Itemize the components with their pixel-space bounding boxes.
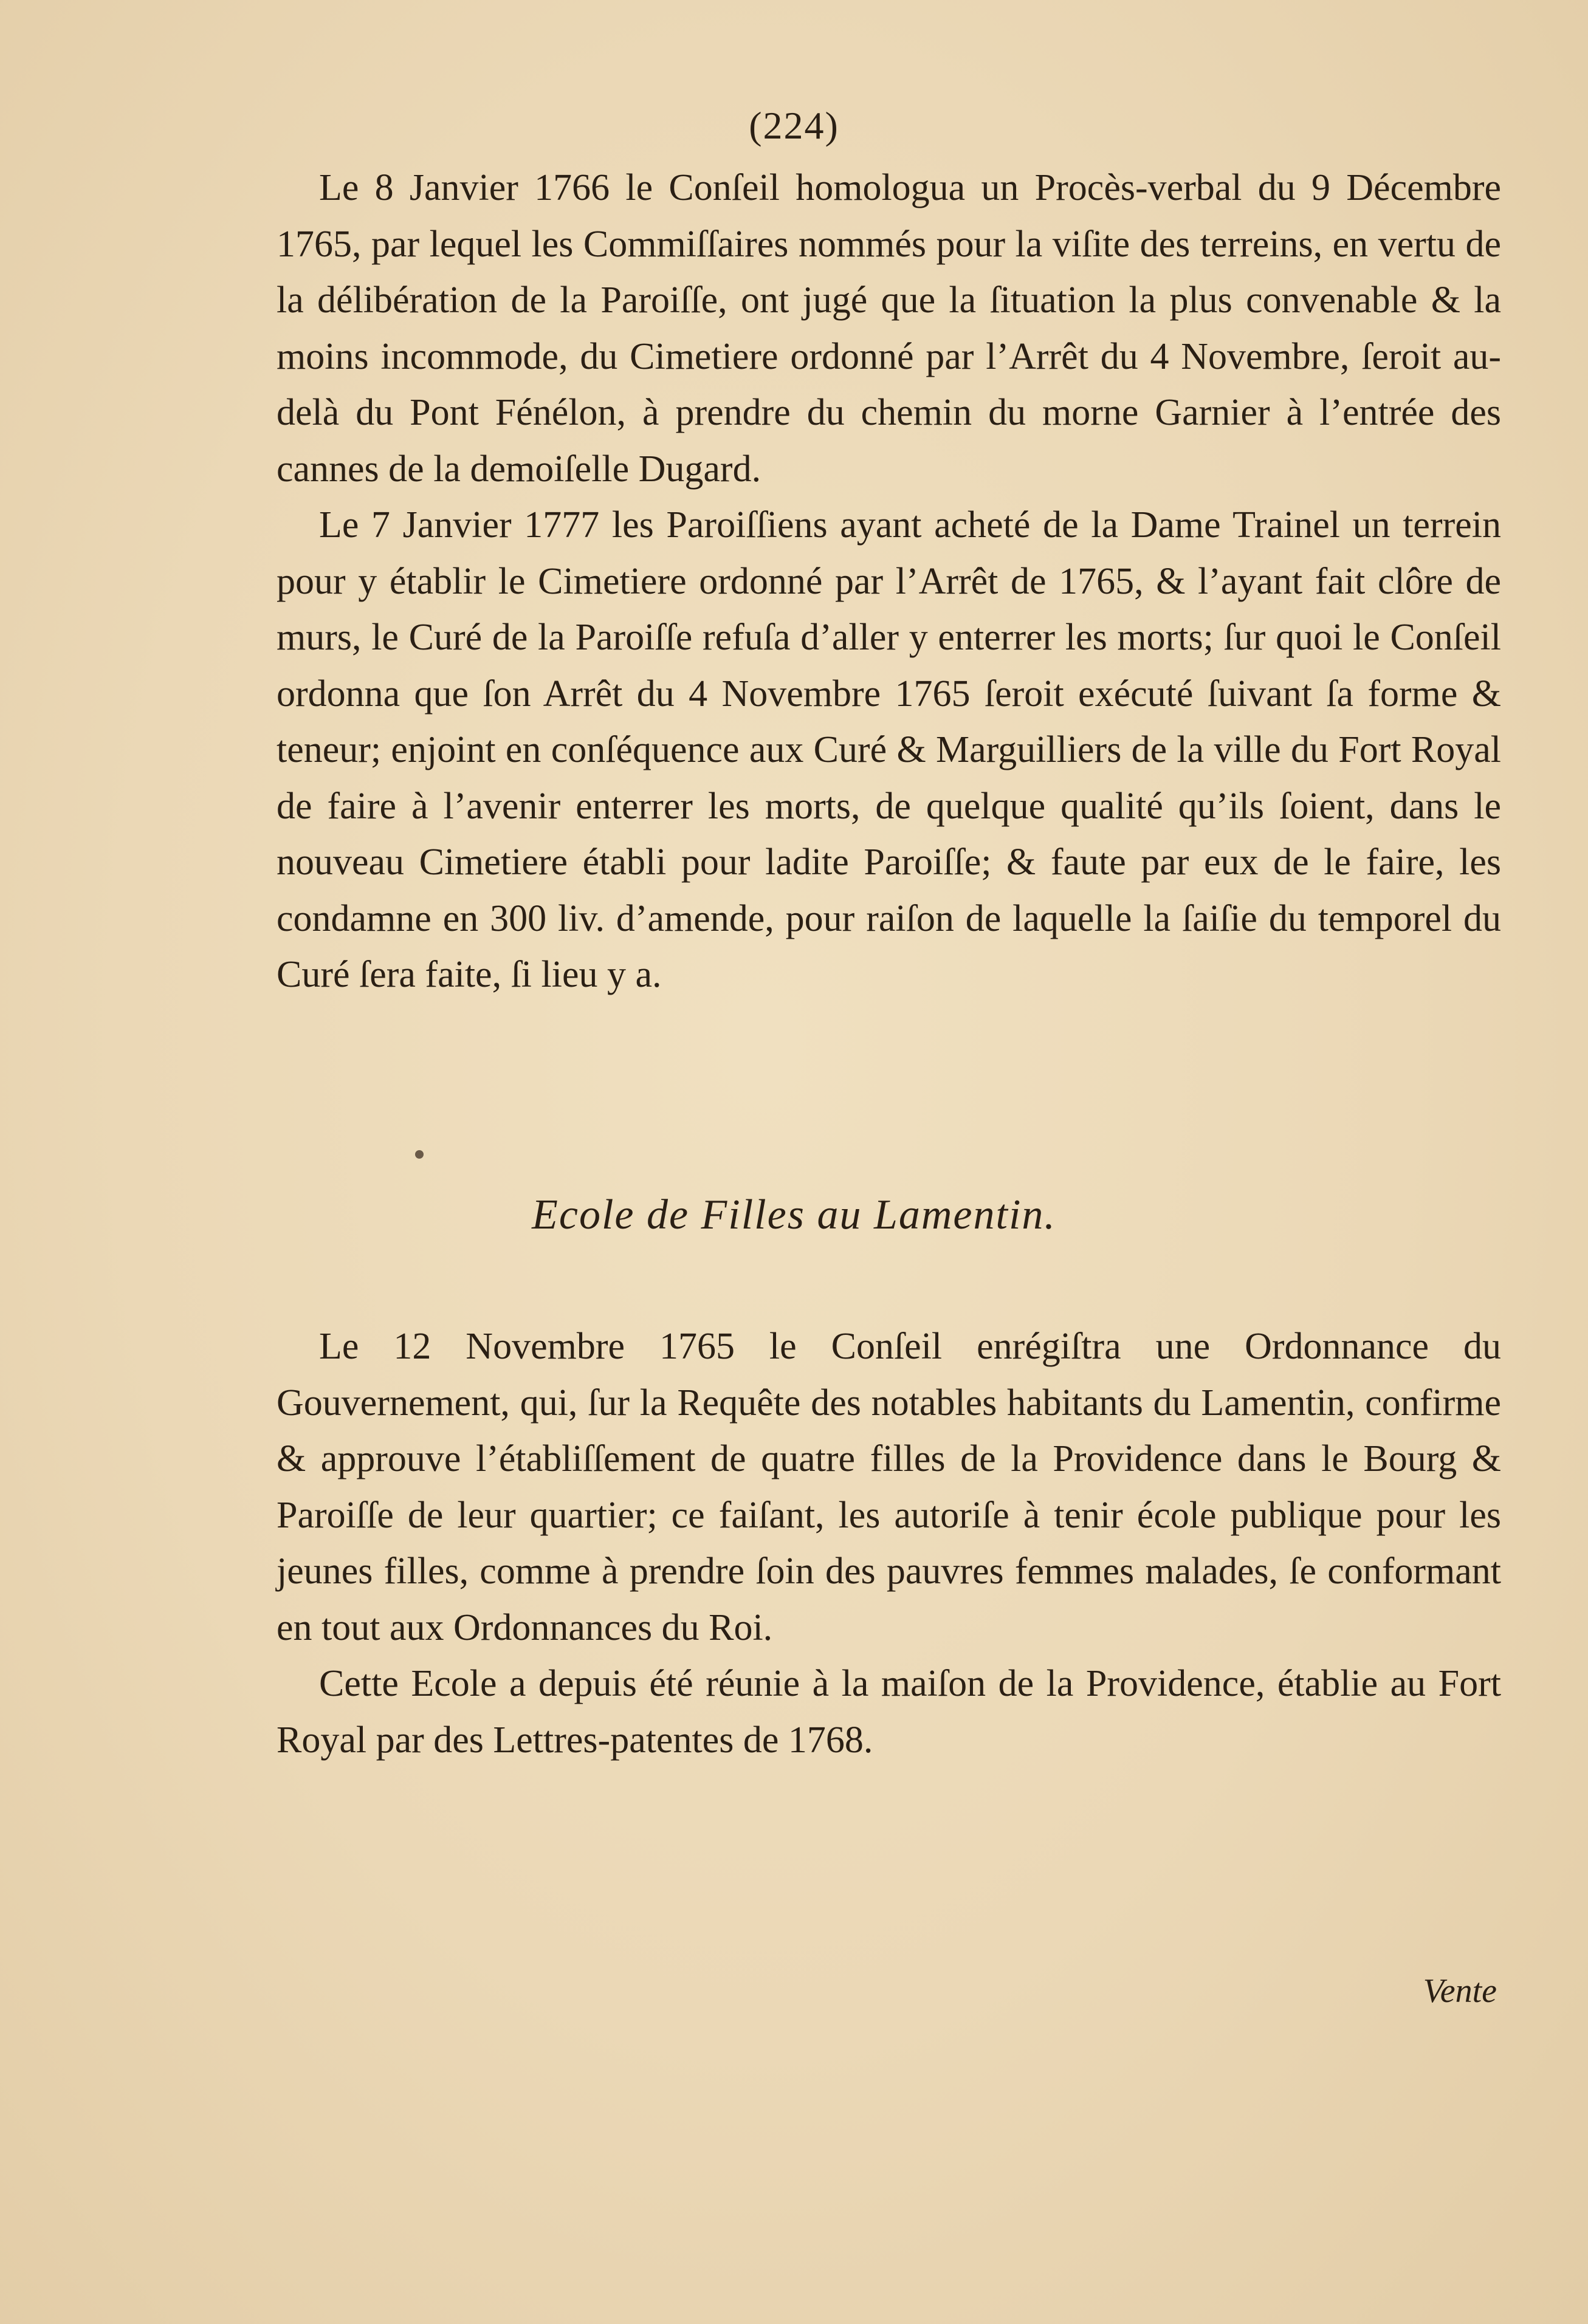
- paragraph: Cette Ecole a depuis été réunie à la maiſon de la Providence, établie au Fort Royal par des Lettres-patentes de 1768.: [277, 1663, 1501, 1761]
- text-block-bottom: [277, 1318, 1501, 1768]
- section-title: Ecole de Filles au Lamentin.: [532, 1191, 1056, 1238]
- paragraph: Le 12 Novembre 1765 le Conſeil enrégiſtra une Ordonnance du Gouvernement, qui, ſur la Requête des notables habitants du Lamentin, confirme & approuve l’établiſſement de quatre filles de la Providence dans le Bourg & Paroiſſe de leur quartier; ce faiſant, les autoriſe à tenir école publique pour les jeunes filles, comme à prendre ſoin des pauvres femmes malades, ſe conformant en tout aux Ordonnances du Roi.: [277, 1326, 1501, 1648]
- paragraph: Le 8 Janvier 1766 le Conſeil homologua un Procès-verbal du 9 Décembre 1765, par lequel les Commiſſaires nommés pour la viſite des terreins, en vertu de la délibération de la Paroiſſe, ont jugé que la ſituation la plus convenable & la moins incommode, du Cimetiere ordonné par l’Arrêt du 4 Novembre, ſeroit au-delà du Pont Fénélon, à prendre du chemin du morne Garnier à l’entrée des cannes de la demoiſelle Dugard.: [277, 167, 1501, 490]
- text-block-top: [277, 160, 1501, 1003]
- paragraph: Le 7 Janvier 1777 les Paroiſſiens ayant acheté de la Dame Trainel un terrein pour y établir le Cimetiere ordonné par l’Arrêt de 1765, & l’ayant fait clôre de murs, le Curé de la Paroiſſe refuſa d’aller y enterrer les morts; ſur quoi le Conſeil ordonna que ſon Arrêt du 4 Novembre 1765 ſeroit exécuté ſuivant ſa forme & teneur; enjoint en conſéquence aux Curé & Marguilliers de la ville du Fort Royal de faire à l’avenir enterrer les morts, de quelque qualité qu’ils ſoient, dans le nouveau Cimetiere établi pour ladite Paroiſſe; & faute par eux de le faire, les condamne en 300 liv. d’amende, pour raiſon de laquelle la ſaiſie du temporel du Curé ſera faite, ſi lieu y a.: [277, 504, 1501, 995]
- page-number: (224): [749, 104, 839, 147]
- ink-speck: [415, 1150, 424, 1159]
- catchword: Vente: [1423, 1972, 1497, 2010]
